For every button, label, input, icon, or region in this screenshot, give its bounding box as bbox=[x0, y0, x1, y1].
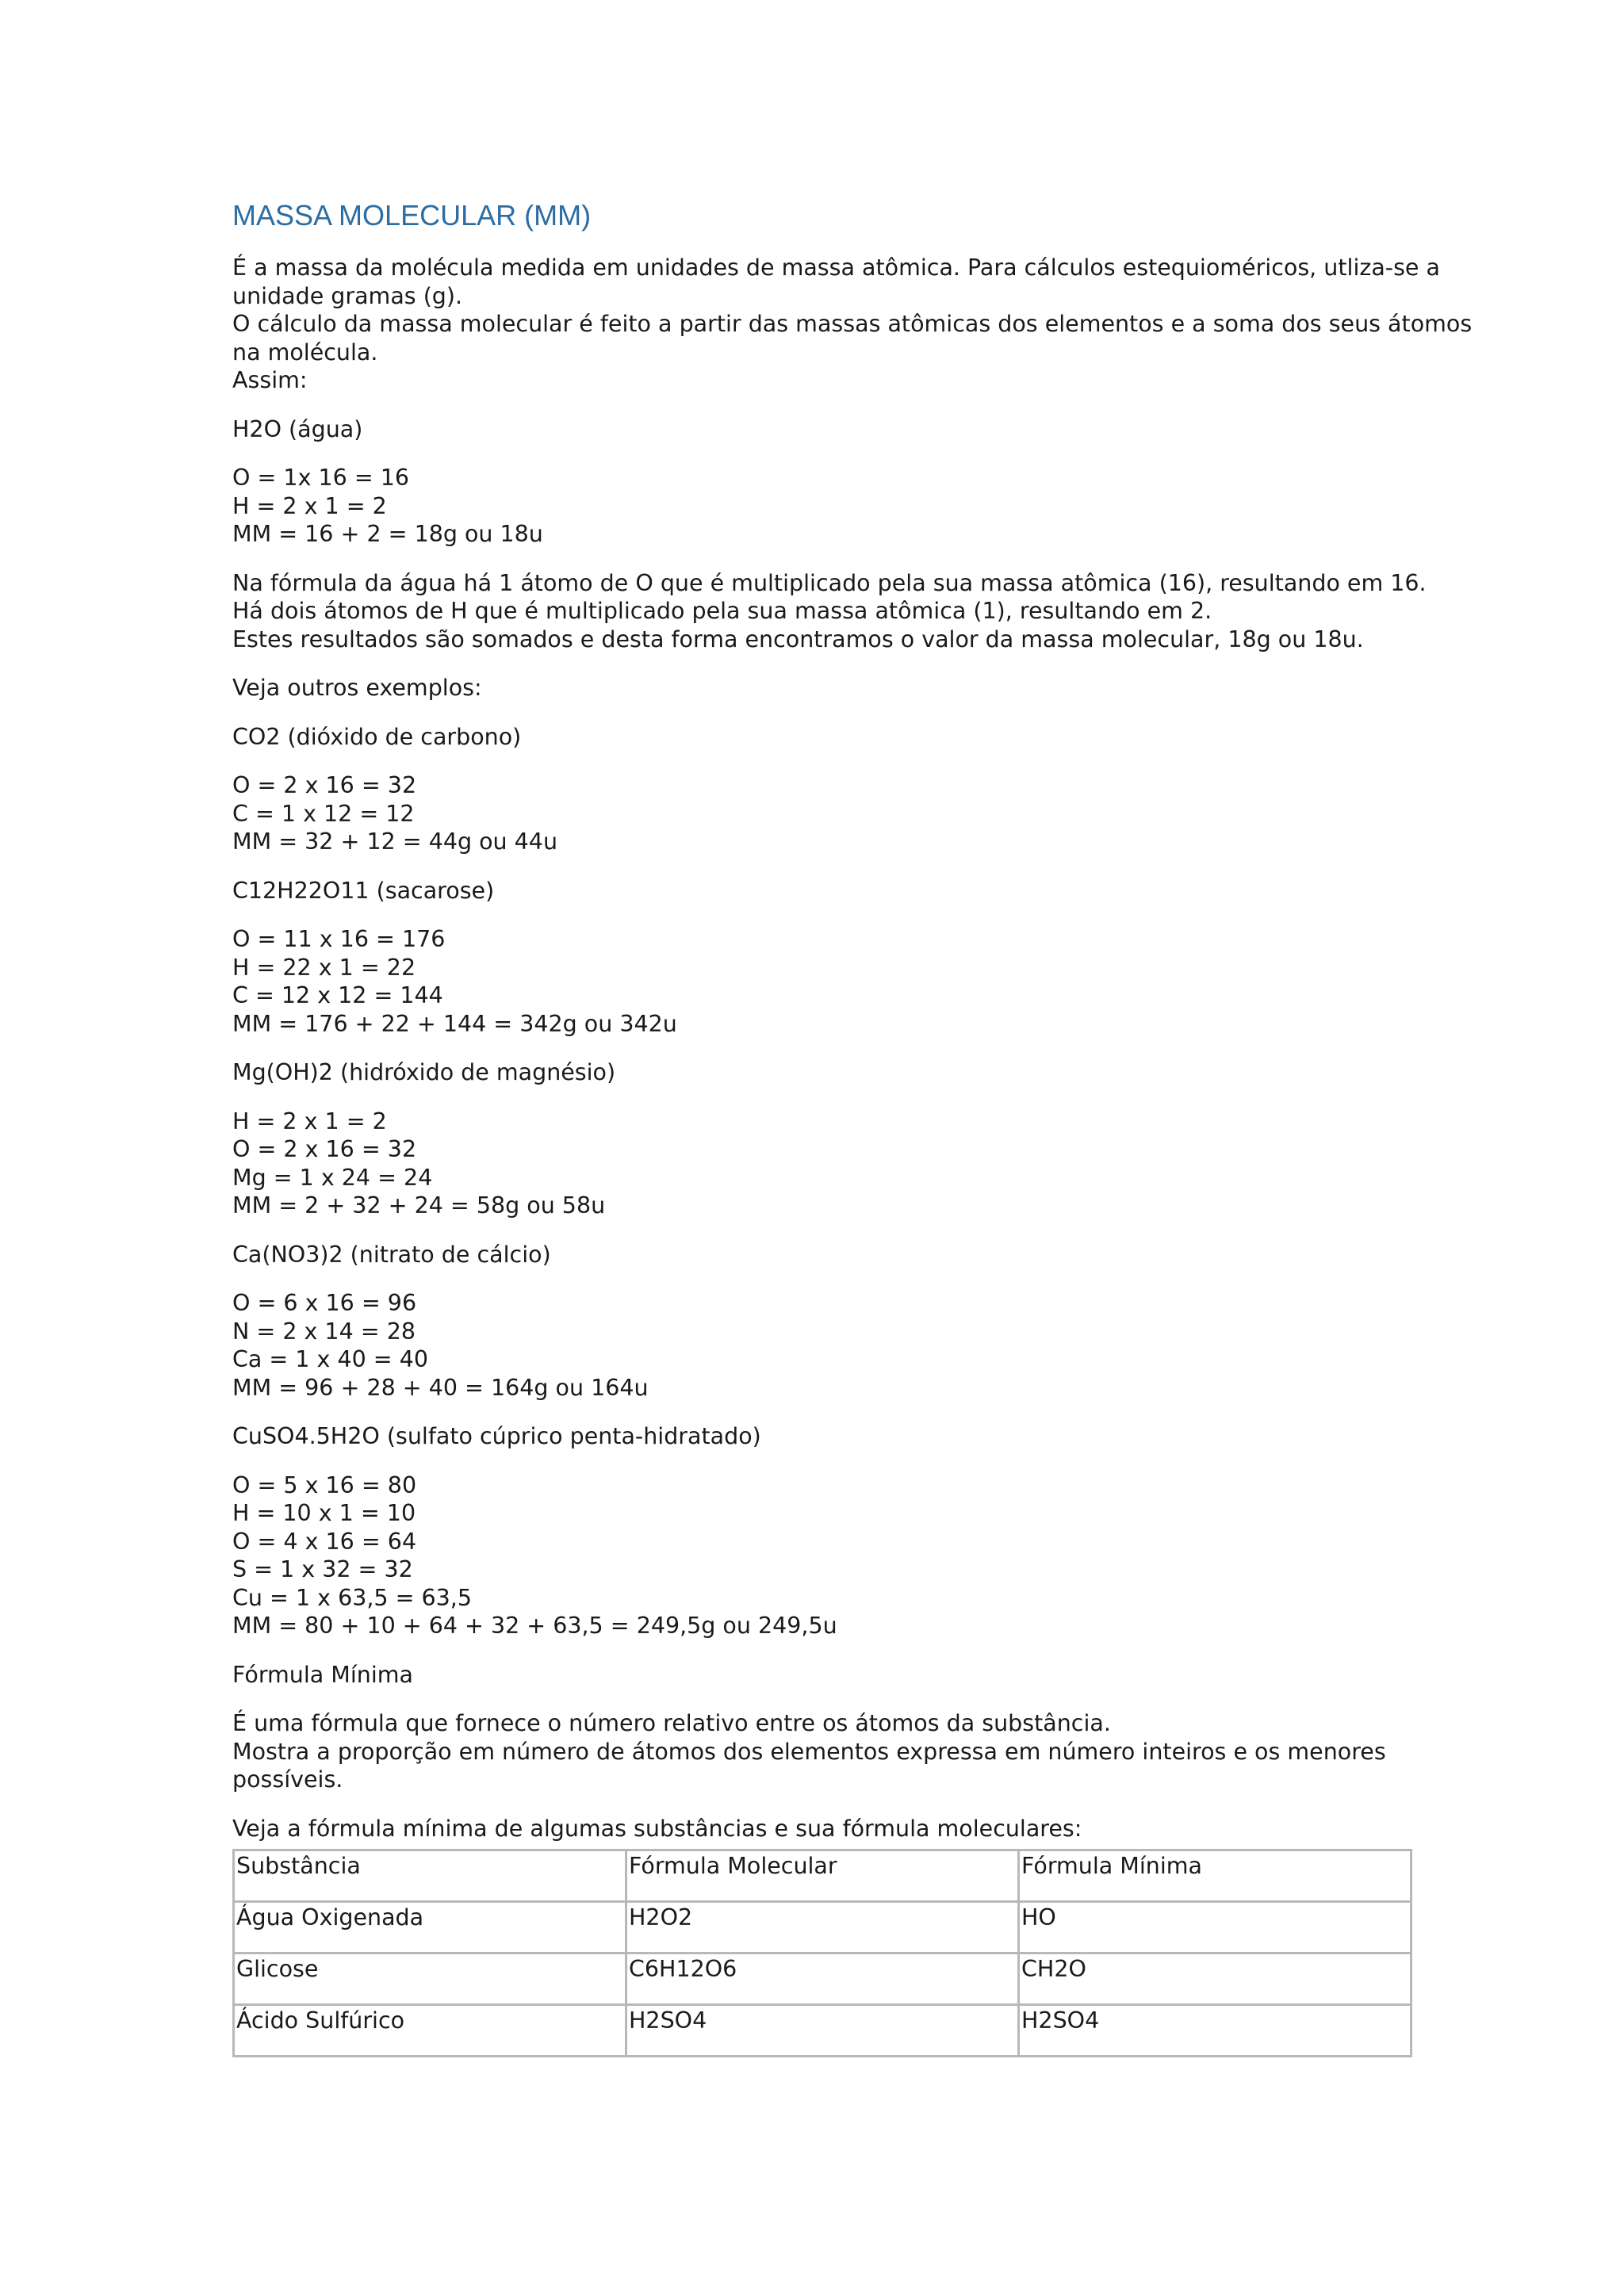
example-heading: CuSO4.5H2O (sulfato cúprico penta-hidratado) bbox=[232, 1423, 761, 1449]
intro-paragraph bbox=[232, 254, 1533, 395]
table-header-row bbox=[234, 1850, 1411, 1902]
calc-line: O = 5 x 16 = 80 bbox=[232, 1471, 417, 1498]
calc-line: O = 4 x 16 = 64 bbox=[232, 1528, 417, 1555]
explanation-line: Estes resultados são somados e desta forma encontramos o valor da massa molecular, 18g ou 18u. bbox=[232, 626, 1364, 652]
calc-line: O = 11 x 16 = 176 bbox=[232, 926, 446, 952]
calc-line: O = 2 x 16 = 32 bbox=[232, 1136, 417, 1162]
table-header-cell: Substância bbox=[234, 1850, 626, 1902]
explanation-line: Na fórmula da água há 1 átomo de O que é multiplicado pela sua massa atômica (16), resultando em 16. bbox=[232, 569, 1427, 596]
intro-line: na molécula. bbox=[232, 339, 378, 365]
table-cell: Ácido Sulfúrico bbox=[234, 2005, 626, 2057]
table-cell: H2O2 bbox=[626, 1902, 1019, 1954]
calc-line: N = 2 x 14 = 28 bbox=[232, 1318, 416, 1345]
calc-line: C = 12 x 12 = 144 bbox=[232, 982, 443, 1008]
table-cell: H2SO4 bbox=[626, 2005, 1019, 2057]
example-calculation bbox=[232, 1289, 1533, 1402]
example-heading: CO2 (dióxido de carbono) bbox=[232, 723, 522, 750]
document-page bbox=[232, 198, 1533, 2057]
calc-line: S = 1 x 32 = 32 bbox=[232, 1556, 413, 1582]
example-calculation bbox=[232, 1108, 1533, 1220]
calc-line: H = 2 x 1 = 2 bbox=[232, 1108, 387, 1135]
table-header-cell: Fórmula Molecular bbox=[626, 1850, 1019, 1902]
table-cell: CH2O bbox=[1019, 1954, 1411, 2005]
water-heading: H2O (água) bbox=[232, 415, 363, 442]
page-title: MASSA MOLECULAR (MM) bbox=[232, 199, 592, 232]
calc-line: O = 1x 16 = 16 bbox=[232, 465, 410, 491]
table-cell: H2SO4 bbox=[1019, 2005, 1411, 2057]
calc-line: Ca = 1 x 40 = 40 bbox=[232, 1346, 429, 1372]
water-explanation bbox=[232, 569, 1533, 654]
table-row bbox=[234, 2005, 1411, 2057]
explanation-line: Há dois átomos de H que é multiplicado pela sua massa atômica (1), resultando em 2. bbox=[232, 598, 1212, 624]
more-examples-label: Veja outros exemplos: bbox=[232, 675, 482, 701]
text-line: É uma fórmula que fornece o número relativo entre os átomos da substância. bbox=[232, 1710, 1111, 1736]
calc-line: H = 10 x 1 = 10 bbox=[232, 1500, 416, 1526]
calc-line: MM = 96 + 28 + 40 = 164g ou 164u bbox=[232, 1374, 649, 1401]
example-heading: Ca(NO3)2 (nitrato de cálcio) bbox=[232, 1241, 551, 1268]
table-row bbox=[234, 1954, 1411, 2005]
calc-line: O = 6 x 16 = 96 bbox=[232, 1290, 417, 1316]
calc-line: H = 2 x 1 = 2 bbox=[232, 492, 387, 519]
calc-line: Cu = 1 x 63,5 = 63,5 bbox=[232, 1584, 472, 1611]
intro-line: O cálculo da massa molecular é feito a partir das massas atômicas dos elementos e a soma dos seus átomos bbox=[232, 311, 1473, 337]
text-line: possíveis. bbox=[232, 1766, 343, 1793]
table-cell: HO bbox=[1019, 1902, 1411, 1954]
calc-line: MM = 32 + 12 = 44g ou 44u bbox=[232, 828, 558, 855]
table-row bbox=[234, 1902, 1411, 1954]
example-calculation bbox=[232, 1471, 1533, 1640]
calc-line: MM = 16 + 2 = 18g ou 18u bbox=[232, 521, 543, 547]
example-heading: Mg(OH)2 (hidróxido de magnésio) bbox=[232, 1059, 616, 1085]
table-intro: Veja a fórmula mínima de algumas substâncias e sua fórmula moleculares: bbox=[232, 1815, 1082, 1842]
table-cell: Água Oxigenada bbox=[234, 1902, 626, 1954]
water-calculation bbox=[232, 464, 1533, 549]
table-header-cell: Fórmula Mínima bbox=[1019, 1850, 1411, 1902]
example-heading: C12H22O11 (sacarose) bbox=[232, 877, 495, 904]
calc-line: O = 2 x 16 = 32 bbox=[232, 772, 417, 798]
intro-line: Assim: bbox=[232, 367, 308, 393]
intro-line: unidade gramas (g). bbox=[232, 282, 463, 309]
calc-line: Mg = 1 x 24 = 24 bbox=[232, 1164, 433, 1191]
text-line: Mostra a proporção em número de átomos dos elementos expressa em número inteiros e os menores bbox=[232, 1738, 1386, 1765]
example-calculation bbox=[232, 925, 1533, 1038]
example-calculation bbox=[232, 771, 1533, 856]
table-cell: C6H12O6 bbox=[626, 1954, 1019, 2005]
calc-line: MM = 2 + 32 + 24 = 58g ou 58u bbox=[232, 1192, 606, 1219]
minimal-formula-text bbox=[232, 1709, 1533, 1794]
table-cell: Glicose bbox=[234, 1954, 626, 2005]
calc-line: MM = 80 + 10 + 64 + 32 + 63,5 = 249,5g ou 249,5u bbox=[232, 1613, 837, 1639]
minimal-formula-heading: Fórmula Mínima bbox=[232, 1661, 414, 1688]
intro-line: É a massa da molécula medida em unidades de massa atômica. Para cálculos estequioméricos, utliza-se a bbox=[232, 254, 1440, 281]
formula-table bbox=[232, 1849, 1412, 2057]
calc-line: MM = 176 + 22 + 144 = 342g ou 342u bbox=[232, 1010, 677, 1037]
calc-line: C = 1 x 12 = 12 bbox=[232, 800, 415, 827]
calc-line: H = 22 x 1 = 22 bbox=[232, 954, 416, 981]
